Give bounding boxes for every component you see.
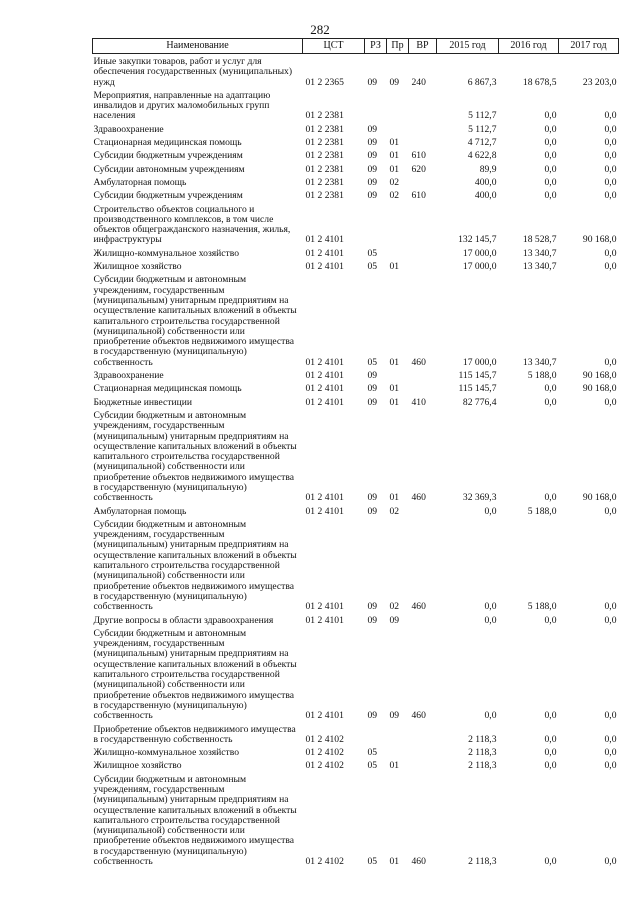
row-cst: 01 2 2381 <box>305 110 344 122</box>
header-name: Наименование <box>93 39 303 54</box>
row-vr <box>409 202 437 246</box>
row-value-2015: 5 112,7 <box>468 123 497 135</box>
row-name: Субсидии бюджетным учреждениям <box>93 190 243 202</box>
row-value-2017: 0,0 <box>604 601 617 613</box>
row-pr: 01 <box>389 492 400 504</box>
row-pr: 02 <box>389 601 400 613</box>
row-value-2015: 32 369,3 <box>462 492 497 504</box>
row-value-2015: 115 145,7 <box>458 370 497 382</box>
row-pr: 01 <box>389 356 400 368</box>
row-cst: 01 2 4101 <box>305 247 344 259</box>
row-name: Субсидии бюджетным и автономным учреждениям, государственным (муниципальным) унитарным предприятиям на осуществление капитальных вложений в объекты капитального строительства государственной (муниципальной) собственности или приобретение объектов недвижимого имущества в государственную (муниципальную) собственность <box>93 627 297 722</box>
row-value-2015: 17 000,0 <box>462 261 497 273</box>
row-name: Бюджетные инвестиции <box>93 396 192 408</box>
row-cst: 01 2 4101 <box>305 234 344 246</box>
row-value-2015: 4 712,7 <box>467 137 497 149</box>
row-cst: 01 2 2381 <box>305 176 344 188</box>
row-pr: 01 <box>389 383 400 395</box>
row-value-2015: 5 112,7 <box>468 110 497 122</box>
table-row <box>93 395 619 408</box>
row-value-2016: 0,0 <box>544 383 557 395</box>
table-row <box>93 381 619 394</box>
row-cst: 01 2 4101 <box>305 396 344 408</box>
row-value-2017: 0,0 <box>604 356 617 368</box>
row-value-2015: 82 776,4 <box>462 396 497 408</box>
row-name: Стационарная медицинская помощь <box>93 383 242 395</box>
row-pr <box>387 745 409 758</box>
row-rz: 05 <box>367 856 378 868</box>
row-name: Жилищное хозяйство <box>93 760 182 772</box>
row-vr <box>409 722 437 746</box>
row-value-2016: 5 188,0 <box>527 601 557 613</box>
row-pr: 09 <box>389 614 400 626</box>
row-name: Иные закупки товаров, работ и услуг для обеспечения государственных (муниципальных) нужд <box>93 56 293 88</box>
row-vr <box>409 122 437 135</box>
row-rz: 09 <box>367 505 378 517</box>
row-value-2015: 2 118,3 <box>468 856 497 868</box>
row-cst: 01 2 2381 <box>305 137 344 149</box>
row-pr: 02 <box>389 176 400 188</box>
row-rz: 05 <box>367 747 378 759</box>
row-value-2015: 17 000,0 <box>462 356 497 368</box>
header-2017: 2017 год <box>559 39 619 54</box>
row-cst: 01 2 4101 <box>305 614 344 626</box>
row-value-2016: 0,0 <box>544 710 557 722</box>
row-value-2016: 0,0 <box>544 150 557 162</box>
row-value-2015: 0,0 <box>484 614 497 626</box>
row-name: Субсидии бюджетным и автономным учреждениям, государственным (муниципальным) унитарным предприятиям на осуществление капитальных вложений в объекты капитального строительства государственной (муниципальной) собственности или приобретение объектов недвижимого имущества в государственную (муниципальную) собственность <box>93 518 297 613</box>
row-pr: 01 <box>389 163 400 175</box>
row-value-2017: 90 168,0 <box>582 370 617 382</box>
row-value-2017: 0,0 <box>604 505 617 517</box>
table-row <box>93 148 619 161</box>
row-pr: 09 <box>389 76 400 88</box>
row-name: Субсидии бюджетным и автономным учреждениям, государственным (муниципальным) унитарным предприятиям на осуществление капитальных вложений в объекты капитального строительства государственной (муниципальной) собственности или приобретение объектов недвижимого имущества в государственную (муниципальную) собственность <box>93 274 297 368</box>
table-row <box>93 246 619 259</box>
row-value-2016: 0,0 <box>544 396 557 408</box>
row-rz: 09 <box>367 396 378 408</box>
table-row <box>93 259 619 272</box>
row-pr: 01 <box>389 261 400 273</box>
page-number: 282 <box>310 22 330 37</box>
row-rz: 05 <box>367 760 378 772</box>
table-row <box>93 122 619 135</box>
row-vr: 410 <box>411 396 426 408</box>
row-name: Субсидии бюджетным и автономным учреждениям, государственным (муниципальным) унитарным предприятиям на осуществление капитальных вложений в объекты капитального строительства государственной (муниципальной) собственности или приобретение объектов недвижимого имущества в государственную (муниципальную) собственность <box>93 773 297 868</box>
header-vr: ВР <box>409 39 437 54</box>
header-cst: ЦСТ <box>303 39 365 54</box>
row-value-2017: 0,0 <box>604 396 617 408</box>
row-vr <box>409 175 437 188</box>
row-name: Амбулаторная помощь <box>93 505 187 517</box>
row-vr <box>409 246 437 259</box>
row-cst: 01 2 4101 <box>305 370 344 382</box>
row-cst: 01 2 2381 <box>305 123 344 135</box>
row-value-2016: 0,0 <box>544 137 557 149</box>
row-rz <box>365 88 387 122</box>
row-vr: 610 <box>411 190 426 202</box>
row-value-2016: 18 678,5 <box>522 76 557 88</box>
row-vr <box>409 758 437 771</box>
row-value-2017: 0,0 <box>604 110 617 122</box>
row-cst: 01 2 2381 <box>305 150 344 162</box>
header-pr: Пр <box>387 39 409 54</box>
header-2015: 2015 год <box>437 39 499 54</box>
row-value-2016: 0,0 <box>544 110 557 122</box>
row-value-2017: 0,0 <box>604 247 617 259</box>
row-name: Амбулаторная помощь <box>93 176 187 188</box>
row-vr: 460 <box>411 492 426 504</box>
row-value-2017: 0,0 <box>604 614 617 626</box>
row-value-2016: 0,0 <box>544 733 557 745</box>
row-value-2016: 0,0 <box>544 163 557 175</box>
row-value-2015: 115 145,7 <box>458 383 497 395</box>
row-value-2017: 90 168,0 <box>582 234 617 246</box>
row-value-2017: 90 168,0 <box>582 492 617 504</box>
row-value-2017: 90 168,0 <box>582 383 617 395</box>
row-value-2015: 0,0 <box>484 710 497 722</box>
row-rz: 09 <box>367 76 378 88</box>
row-cst: 01 2 4102 <box>305 747 344 759</box>
row-pr: 01 <box>389 150 400 162</box>
row-rz: 09 <box>367 176 378 188</box>
row-value-2017: 0,0 <box>604 261 617 273</box>
row-value-2016: 13 340,7 <box>522 247 557 259</box>
row-name: Другие вопросы в области здравоохранения <box>93 614 274 626</box>
table-row <box>93 517 619 613</box>
table-row <box>93 772 619 868</box>
row-name: Стационарная медицинская помощь <box>93 137 242 149</box>
row-value-2017: 0,0 <box>604 856 617 868</box>
row-cst: 01 2 4101 <box>305 710 344 722</box>
row-value-2015: 6 867,3 <box>467 76 497 88</box>
table-row <box>93 202 619 246</box>
row-pr <box>387 88 409 122</box>
row-cst: 01 2 4101 <box>305 383 344 395</box>
row-rz: 09 <box>367 710 378 722</box>
row-value-2015: 132 145,7 <box>458 234 497 246</box>
row-value-2015: 2 118,3 <box>468 760 497 772</box>
header-rz: РЗ <box>365 39 387 54</box>
row-value-2015: 400,0 <box>474 190 497 202</box>
row-rz: 09 <box>367 123 378 135</box>
row-rz: 09 <box>367 163 378 175</box>
row-rz: 09 <box>367 370 378 382</box>
row-rz: 09 <box>367 137 378 149</box>
row-name: Жилищное хозяйство <box>93 261 182 273</box>
row-value-2015: 4 622,8 <box>467 150 497 162</box>
table-row <box>93 722 619 746</box>
row-value-2016: 0,0 <box>544 856 557 868</box>
row-vr: 620 <box>411 163 426 175</box>
table-row <box>93 175 619 188</box>
row-value-2016: 5 188,0 <box>527 505 557 517</box>
row-name: Приобретение объектов недвижимого имущества в государственную собственность <box>93 723 296 745</box>
row-vr <box>409 368 437 381</box>
row-cst: 01 2 4101 <box>305 601 344 613</box>
row-vr: 610 <box>411 150 426 162</box>
row-value-2015: 0,0 <box>484 505 497 517</box>
row-vr <box>409 613 437 626</box>
row-rz <box>365 202 387 246</box>
row-rz: 09 <box>367 383 378 395</box>
row-cst: 01 2 4102 <box>305 760 344 772</box>
row-pr <box>387 246 409 259</box>
row-value-2015: 2 118,3 <box>468 747 497 759</box>
row-rz: 09 <box>367 492 378 504</box>
row-value-2017: 0,0 <box>604 123 617 135</box>
row-cst: 01 2 4101 <box>305 261 344 273</box>
row-value-2017: 0,0 <box>604 176 617 188</box>
row-vr <box>409 381 437 394</box>
row-value-2015: 17 000,0 <box>462 247 497 259</box>
table-row <box>93 54 619 88</box>
row-vr: 460 <box>411 710 426 722</box>
row-name: Субсидии бюджетным и автономным учреждениям, государственным (муниципальным) унитарным предприятиям на осуществление капитальных вложений в объекты капитального строительства государственной (муниципальной) собственности или приобретение объектов недвижимого имущества в государственную (муниципальную) собственность <box>93 409 297 504</box>
row-vr: 460 <box>411 356 426 368</box>
row-rz: 05 <box>367 261 378 273</box>
row-pr <box>387 368 409 381</box>
row-cst: 01 2 4102 <box>305 856 344 868</box>
row-rz: 05 <box>367 247 378 259</box>
table-row <box>93 162 619 175</box>
row-value-2017: 0,0 <box>604 190 617 202</box>
row-value-2016: 13 340,7 <box>522 261 557 273</box>
row-name: Мероприятия, направленные на адаптацию инвалидов и других маломобильных групп населения <box>93 89 271 122</box>
row-rz: 09 <box>367 614 378 626</box>
table-body <box>93 54 619 868</box>
table-row <box>93 626 619 722</box>
row-name: Жилищно-коммунальное хозяйство <box>93 247 240 259</box>
row-pr: 01 <box>389 137 400 149</box>
row-vr: 460 <box>411 856 426 868</box>
row-value-2015: 0,0 <box>484 601 497 613</box>
row-value-2017: 0,0 <box>604 163 617 175</box>
row-pr: 01 <box>389 856 400 868</box>
row-value-2015: 2 118,3 <box>468 733 497 745</box>
row-cst: 01 2 2381 <box>305 163 344 175</box>
row-rz: 09 <box>367 150 378 162</box>
row-vr <box>409 504 437 517</box>
row-value-2015: 89,9 <box>479 163 497 175</box>
row-name: Здравоохранение <box>93 370 164 382</box>
row-value-2017: 0,0 <box>604 747 617 759</box>
table-row <box>93 408 619 504</box>
row-pr <box>387 122 409 135</box>
row-value-2017: 0,0 <box>604 760 617 772</box>
row-cst: 01 2 2365 <box>305 76 344 88</box>
row-value-2016: 5 188,0 <box>527 370 557 382</box>
table-row <box>93 135 619 148</box>
budget-table <box>92 38 619 867</box>
row-value-2017: 0,0 <box>604 137 617 149</box>
table-row <box>93 745 619 758</box>
row-value-2017: 0,0 <box>604 150 617 162</box>
table-row <box>93 188 619 201</box>
row-value-2016: 0,0 <box>544 760 557 772</box>
row-name: Здравоохранение <box>93 123 164 135</box>
row-pr <box>387 202 409 246</box>
table-row <box>93 272 619 368</box>
row-rz: 09 <box>367 190 378 202</box>
row-pr: 02 <box>389 190 400 202</box>
table-row <box>93 758 619 771</box>
row-vr: 460 <box>411 601 426 613</box>
row-value-2016: 13 340,7 <box>522 356 557 368</box>
row-value-2016: 0,0 <box>544 747 557 759</box>
row-rz: 09 <box>367 601 378 613</box>
row-cst: 01 2 4101 <box>305 356 344 368</box>
row-value-2016: 0,0 <box>544 492 557 504</box>
row-name: Строительство объектов социального и производственного комплексов, в том числе объектов общегражданского назначения, жилья, инфраструктуры <box>93 203 291 246</box>
row-rz <box>365 722 387 746</box>
row-value-2016: 18 528,7 <box>522 234 557 246</box>
row-vr <box>409 259 437 272</box>
row-cst: 01 2 4101 <box>305 492 344 504</box>
row-value-2017: 23 203,0 <box>582 76 617 88</box>
table-row <box>93 613 619 626</box>
row-cst: 01 2 2381 <box>305 190 344 202</box>
header-2016: 2016 год <box>499 39 559 54</box>
row-cst: 01 2 4102 <box>305 733 344 745</box>
row-pr: 02 <box>389 505 400 517</box>
row-value-2017: 0,0 <box>604 733 617 745</box>
row-name: Субсидии бюджетным учреждениям <box>93 150 243 162</box>
row-vr <box>409 745 437 758</box>
row-cst: 01 2 4101 <box>305 505 344 517</box>
row-pr: 01 <box>389 396 400 408</box>
row-vr <box>409 88 437 122</box>
table-row <box>93 368 619 381</box>
row-pr: 09 <box>389 710 400 722</box>
table-row <box>93 88 619 122</box>
row-value-2016: 0,0 <box>544 176 557 188</box>
row-name: Субсидии автономным учреждениям <box>93 163 245 175</box>
row-value-2015: 400,0 <box>474 176 497 188</box>
table-header-row <box>93 39 619 54</box>
row-rz: 05 <box>367 356 378 368</box>
row-pr <box>387 722 409 746</box>
row-value-2016: 0,0 <box>544 123 557 135</box>
row-vr: 240 <box>411 76 426 88</box>
row-vr <box>409 135 437 148</box>
row-name: Жилищно-коммунальное хозяйство <box>93 747 240 759</box>
row-pr: 01 <box>389 760 400 772</box>
row-value-2017: 0,0 <box>604 710 617 722</box>
table-row <box>93 504 619 517</box>
row-value-2016: 0,0 <box>544 614 557 626</box>
row-value-2016: 0,0 <box>544 190 557 202</box>
